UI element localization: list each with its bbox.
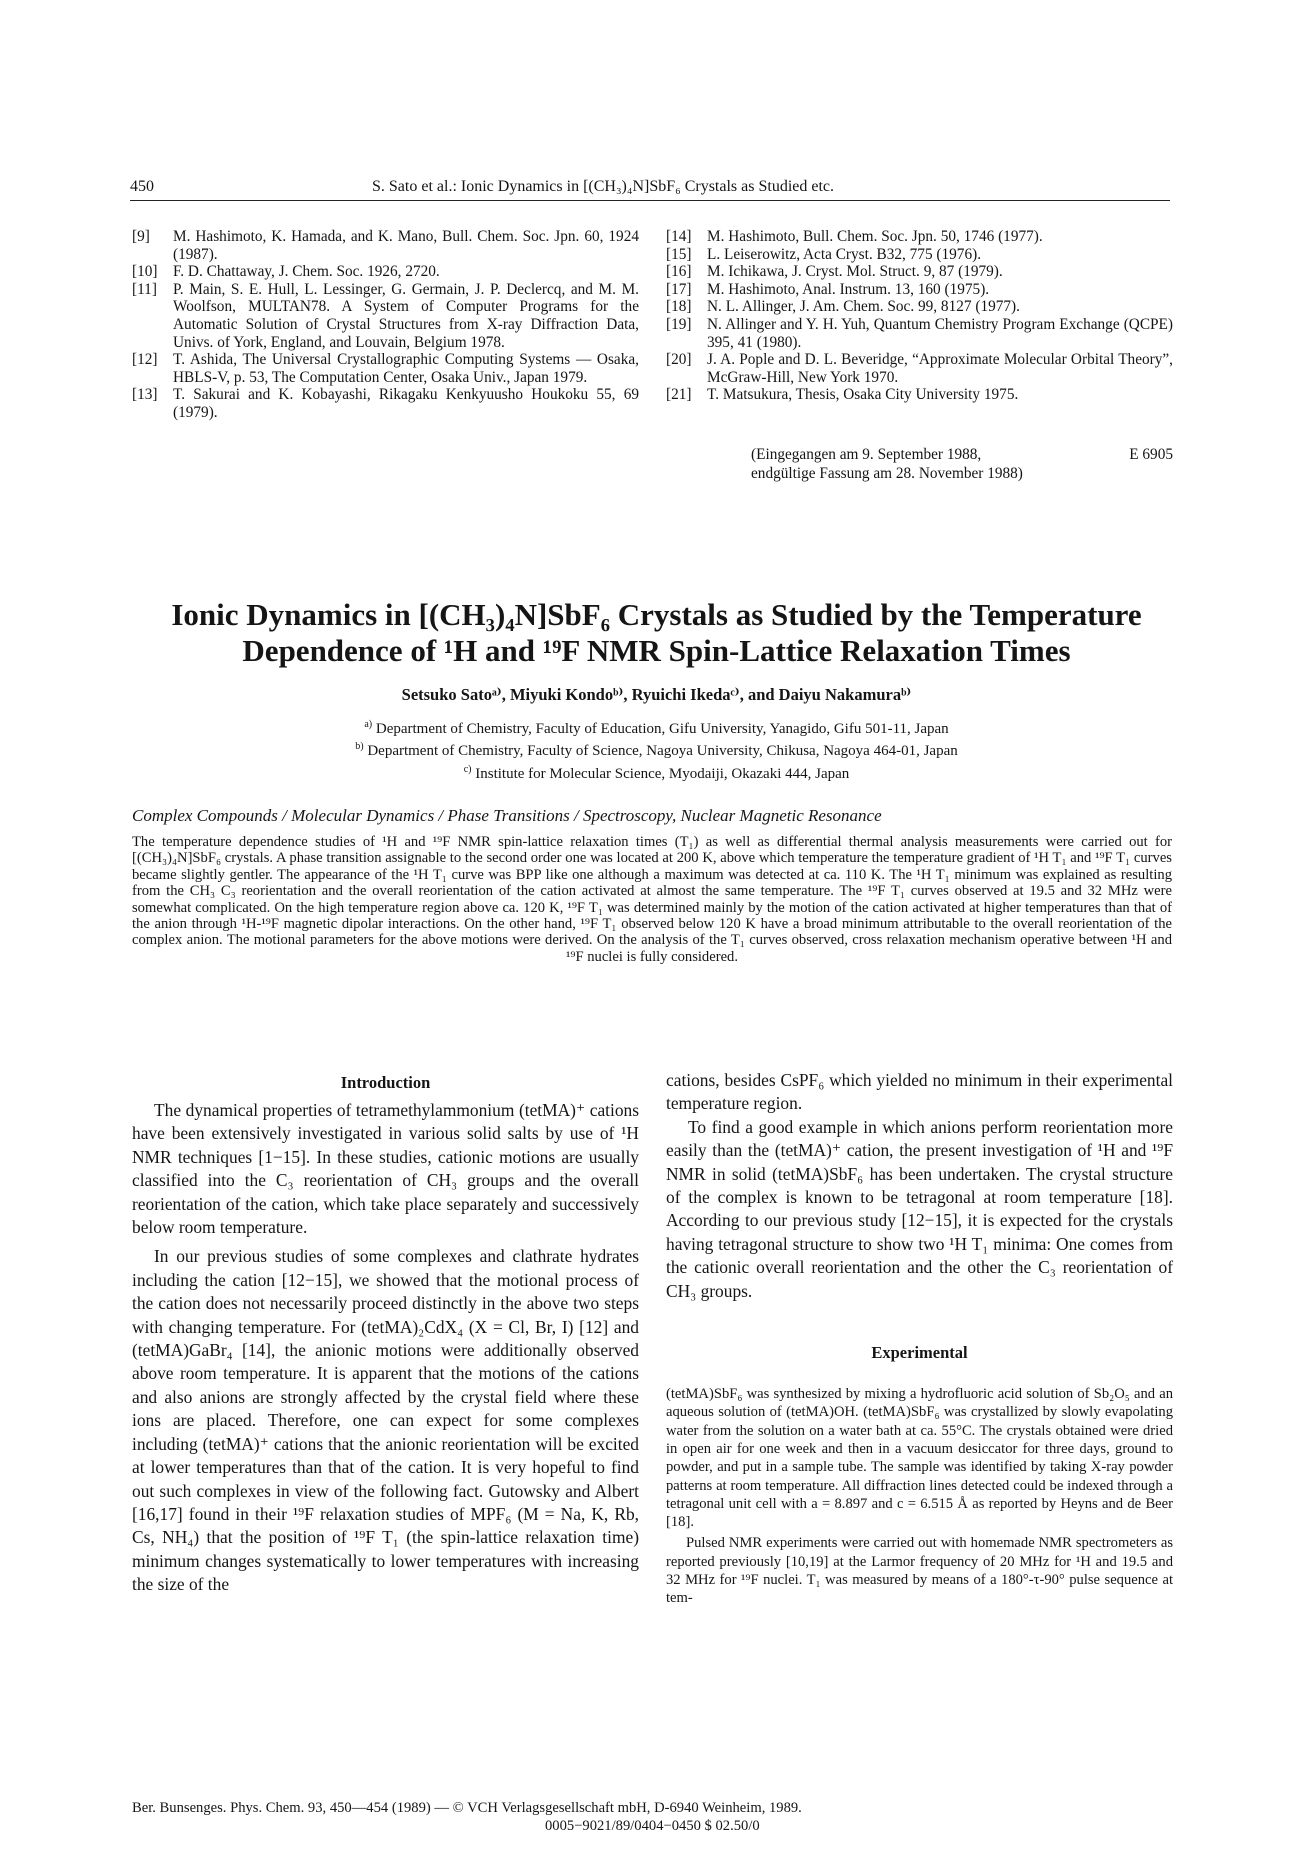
- affiliation-item: $^{a)}$ Department of Chemistry, Faculty of Education, Gifu University, Yanagido, Gifu 501-11, Japan: [364, 719, 949, 737]
- paragraph: To find a good example in which anions perform reorientation more easily than the (tetMA)⁺ cation, the present investigation of ¹H and ¹⁹F NMR in solid (tetMA)SbF₆ has been undertaken. The crystal structure of the complex is known to be tetragonal at room temperature [18]. According to our previous study [12−15], it is expected for the crystals having tetragonal structure to show two ¹H T₁ minima: One comes from the cationic overall reorientation and the other the C₃ reorientation of CH₃ groups.: [666, 1116, 1173, 1301]
- paragraph: In our previous studies of some complexes and clathrate hydrates including the cation [12−15], we showed that the motional process of the cation does not necessarily proceed distinctly in the above two steps with changing temperature. For (tetMA)₂CdX₄ (X = Cl, Br, I) [12] and (tetMA)GaBr₄ [14], the anionic motions were additionally observed above room temperature. It is apparent that the motions of the cations and also anions are strongly affected by the crystal field where these ions are placed. Therefore, one can expect for some complexes including (tetMA)⁺ cations that the anionic reorientation will be excited at lower temperatures than that of the cation. It is very hopeful to find out such complexes in view of the following fact. Gutowsky and Albert [16,17] found in their ¹⁹F relaxation studies of MPF₆ (M = Na, K, Rb, Cs, NH₄) that the position of ¹⁹F T₁ (the spin-lattice relaxation time) minimum changes systematically to lower temperatures with increasing the size of the: [132, 1246, 639, 1595]
- received-note: (Eingegangen am 9. September 1988, endgültige Fassung am 28. November 1988) E 6905: [751, 446, 1173, 482]
- reference-item: [20] J. A. Pople and D. L. Beveridge, “Approximate Molecular Orbital Theory”, McGraw-Hill, New York 1970.: [666, 351, 1173, 386]
- running-header: [130, 178, 1170, 201]
- running-title: S. Sato et al.: Ionic Dynamics in [(CH₃)₄N]SbF₆ Crystals as Studied etc.: [372, 178, 835, 195]
- paragraph: (tetMA)SbF₆ was synthesized by mixing a hydrofluoric acid solution of Sb₂O₅ and an aqueous solution of (tetMA)OH. (tetMA)SbF₆ was crystallized by slowly evapolating water from the solution on a water bath at ca. 55°C. The crystals obtained were dried in open air for one week and then in a vacuum desiccator for three days, ground to powder, and put in a sample tube. The sample was identified by taking X-ray powder patterns at room temperature. All diffraction lines detected could be indexed through a tetragonal unit cell with a = 8.897 and c = 6.515 Å as reported by Heyns and de Beer [18].: [666, 1386, 1173, 1531]
- author-list: Setsuko Satoᵃ⁾, Miyuki Kondoᵇ⁾, Ryuichi Ikedaᶜ⁾, and Daiyu Nakamuraᵇ⁾: [401, 685, 912, 704]
- paragraph: cations, besides CsPF₆ which yielded no minimum in their experimental temperature region.: [666, 1070, 1173, 1114]
- keywords: Complex Compounds / Molecular Dynamics / Phase Transitions / Spectroscopy, Nuclear Magnetic Resonance: [132, 806, 882, 825]
- reference-item: [10] F. D. Chattaway, J. Chem. Soc. 1926, 2720.: [132, 263, 440, 281]
- citation-line: Ber. Bunsenges. Phys. Chem. 93, 450—454 (1989) — © VCH Verlagsgesellschaft mbH, D-6940 Weinheim, 1989.: [132, 1800, 802, 1816]
- paragraph: The dynamical properties of tetramethylammonium (tetMA)⁺ cations have been extensively investigated in various solid salts by use of ¹H NMR techniques [1−15]. In these studies, cationic motions are usually classified into the C₃ reorientation of CH₃ groups and the overall reorientation of the cation, which take place separately and successively below room temperature.: [132, 1100, 639, 1238]
- affiliation-item: $^{c)}$ Institute for Molecular Science, Myodaiji, Okazaki 444, Japan: [463, 763, 850, 782]
- reference-item: [14] M. Hashimoto, Bull. Chem. Soc. Jpn. 50, 1746 (1977).: [666, 228, 1043, 245]
- abstract: The temperature dependence studies of ¹H and ¹⁹F NMR spin-lattice relaxation times (T₁) as well as differential thermal analysis measurements were carried out for [(CH₃)₄N]SbF₆ crystals. A phase transition assignable to the second order one was located at 200 K, above which temperature the temperature gradient of ¹H T₁ and ¹⁹F T₁ curves became slightly gentler. The appearance of the ¹H T₁ curve was BPP like one although a maximum was detected at ca. 110 K. The ¹H T₁ minimum was explained as resulting from the CH₃ C₃ reorientation and the overall reorientation of the cation activated at almost the same temperature. The ¹⁹F T₁ curves observed at 19.5 and 32 MHz were somewhat complicated. On the high temperature region above ca. 120 K, ¹⁹F T₁ was determined mainly by the motion of the cation activated at higher temperatures than that of the anion through ¹H-¹⁹F magnetic dipolar interactions. On the other hand, ¹⁹F T₁ observed below 120 K have a broad minimum attributable to the overall reorientation of the complex anion. The motional parameters for the above motions were derived. On the analysis of the T₁ curves observed, cross relaxation mechanism operative between ¹H and ¹⁹F nuclei is fully considered.: [132, 834, 1172, 965]
- reference-item: [12] T. Ashida, The Universal Crystallographic Computing Systems — Osaka, HBLS-V, p. 53, The Computation Center, Osaka Univ., Japan 1979.: [132, 351, 639, 386]
- reference-item: [11] P. Main, S. E. Hull, L. Lessinger, G. Germain, J. P. Declercq, and M. M. Woolfson, MULTAN78. A System of Computer Programs for the Automatic Solution of Crystal Structures from X-ray Diffraction Data, Univs. of York, England, and Louvain, Belgium 1978.: [132, 280, 639, 351]
- reference-item: [18] N. L. Allinger, J. Am. Chem. Soc. 99, 8127 (1977).: [666, 298, 1020, 316]
- affiliations: [120, 716, 1193, 783]
- page-number: 450: [130, 178, 154, 195]
- article-code: E 6905: [1129, 446, 1173, 463]
- article-title: Ionic Dynamics in [(CH₃)₄N]SbF₆ Crystals as Studied by the Temperature Dependence of ¹H and ¹⁹F NMR Spin-Lattice Relaxation Times: [171, 597, 1142, 668]
- reference-item: [21] T. Matsukura, Thesis, Osaka City University 1975.: [666, 386, 1019, 404]
- page-footer: [132, 1800, 1172, 1835]
- references-right-column: [666, 228, 1173, 404]
- section-heading-introduction: Introduction: [340, 1073, 431, 1092]
- references-left-column: [132, 228, 639, 422]
- affiliation-item: $^{b)}$ Department of Chemistry, Faculty of Science, Nagoya University, Chikusa, Nagoya 464-01, Japan: [355, 741, 958, 760]
- section-heading-experimental: Experimental: [871, 1343, 968, 1363]
- reference-item: [13] T. Sakurai and K. Kobayashi, Rikagaku Kenkyuusho Houkoku 55, 69 (1979).: [132, 386, 639, 421]
- reference-item: [17] M. Hashimoto, Anal. Instrum. 13, 160 (1975).: [666, 280, 990, 298]
- reference-item: [19] N. Allinger and Y. H. Yuh, Quantum Chemistry Program Exchange (QCPE) 395, 41 (1980).: [666, 315, 1173, 351]
- paragraph: Pulsed NMR experiments were carried out with homemade NMR spectrometers as reported previously [10,19] at the Larmor frequency of 20 MHz for ¹H and 19.5 and 32 MHz for ¹⁹F nuclei. T₁ was measured by means of a 180°-τ-90° pulse sequence at tem-: [666, 1535, 1173, 1607]
- reference-item: [15] L. Leiserowitz, Acta Cryst. B32, 775 (1976).: [666, 245, 982, 263]
- issn-line: 0005−9021/89/0404−0450 $ 02.50/0: [545, 1817, 760, 1834]
- reference-item: [16] M. Ichikawa, J. Cryst. Mol. Struct. 9, 87 (1979).: [666, 263, 1003, 281]
- body-left-column: [132, 1073, 639, 1597]
- body-right-column: [666, 1069, 1173, 1608]
- reference-item: [9] M. Hashimoto, K. Hamada, and K. Mano, Bull. Chem. Soc. Jpn. 60, 1924 (1987).: [132, 228, 639, 263]
